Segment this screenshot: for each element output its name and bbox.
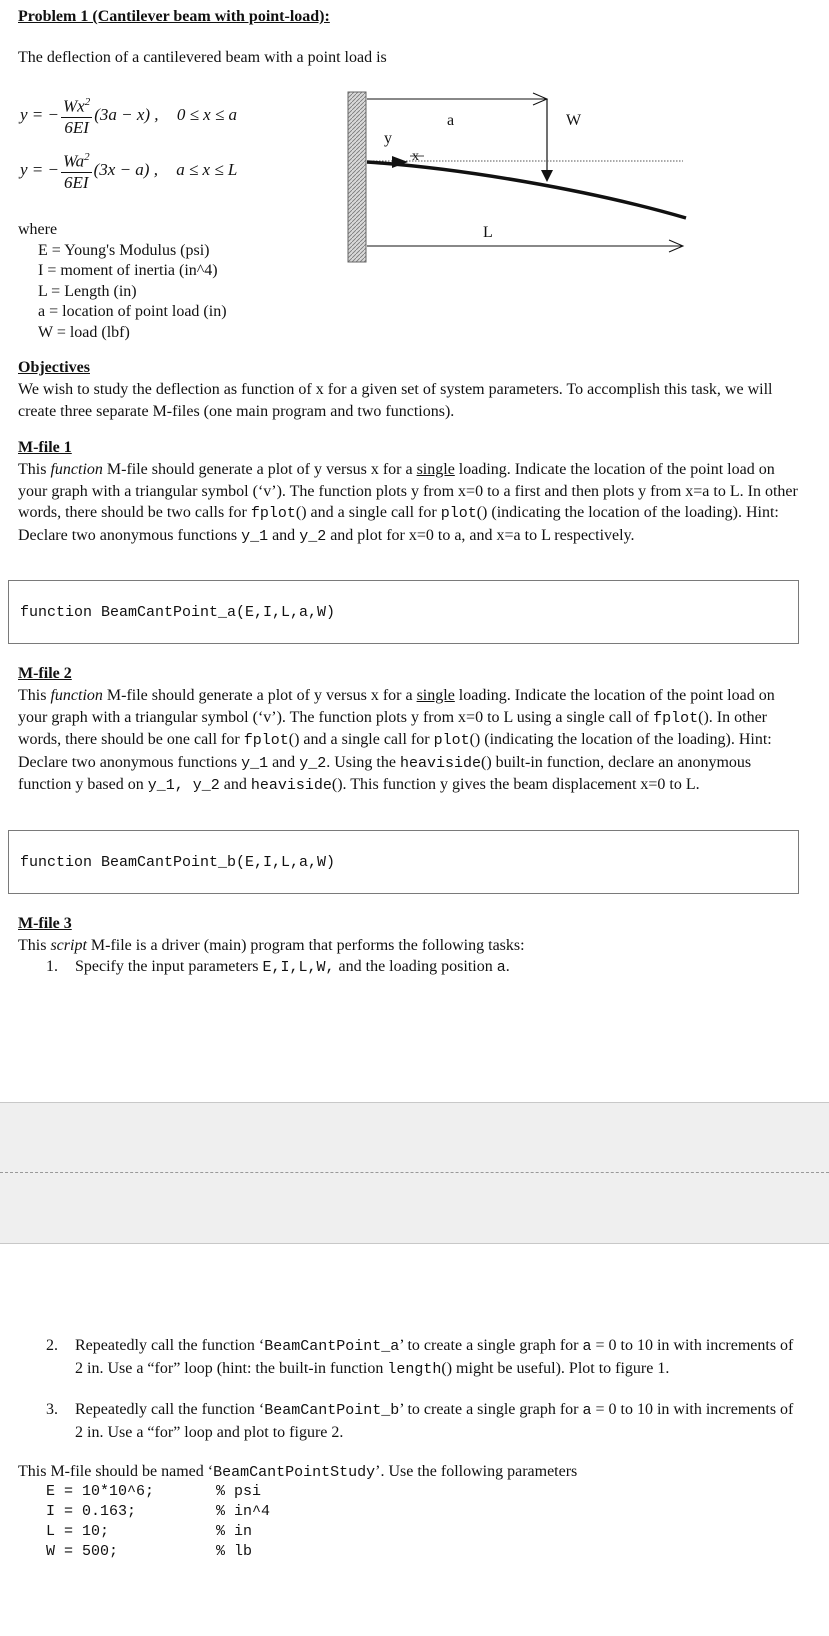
var-item: E = Young's Modulus (psi) bbox=[38, 241, 210, 259]
equation-2: y = − $\frac{Wa^2}{6EI}$ (3x − a) , a ≤ x ≤ L bbox=[20, 147, 237, 193]
mfile3-text: This script M-file is a driver (main) program that performs the following tasks: bbox=[18, 937, 525, 954]
param-row: E = 10*10^6; % psi bbox=[46, 1483, 262, 1500]
var-item: a = location of point load (in) bbox=[38, 303, 227, 320]
label-y: y bbox=[384, 130, 392, 147]
mfile2-code: function BeamCantPoint_b(E,I,L,a,W) bbox=[20, 854, 336, 871]
mfile3-item-2: 2. Repeatedly call the function ‘BeamCantPoint_a’ to create a single graph for a = 0 to 10 in with increments of 2 in. Use a “for” loop (hint: the built-in function length() might be useful). Plot to figure 1. bbox=[46, 1337, 794, 1378]
mfile2-heading: M-file 2 bbox=[18, 665, 72, 682]
mfile1-code: function BeamCantPoint_a(E,I,L,a,W) bbox=[20, 604, 336, 621]
label-a: a bbox=[447, 112, 455, 129]
cantilever-beam-diagram bbox=[340, 86, 720, 266]
variable-list bbox=[18, 220, 227, 343]
deflected-beam bbox=[367, 162, 686, 218]
mfile1-heading: M-file 1 bbox=[18, 439, 72, 456]
wall-support bbox=[348, 92, 366, 262]
objectives-heading: Objectives bbox=[18, 359, 90, 376]
page-break-band-top bbox=[0, 1102, 829, 1173]
label-W: W bbox=[566, 112, 582, 129]
equation-1: y = − $\frac{Wx^2}{6EI}$ (3a − x) , 0 ≤ x ≤ a bbox=[20, 92, 237, 138]
param-row: W = 500; % lb bbox=[46, 1543, 253, 1560]
load-arrow-icon bbox=[541, 170, 553, 182]
mfile1-text: This function M-file should generate a plot of y versus x for a single loading. Indicate the location of the point load on your graph with a triangular symbol (‘v’). The function plots y from x=0 to a first and then plots y from x=a to L. In other words, there should be two calls for fplot() and a single call for plot() (indicating the location of the loading). Hint: Declare two anonymous functions y_1 and y_2 and plot for x=0 to a, and x=a to L respectively. bbox=[18, 461, 798, 545]
label-L: L bbox=[483, 224, 493, 241]
problem-title: Problem 1 (Cantilever beam with point-load): bbox=[18, 8, 330, 25]
var-item: L = Length (in) bbox=[38, 282, 137, 300]
mfile1-code-box bbox=[8, 580, 799, 644]
mfile3-naming-text: This M-file should be named ‘BeamCantPointStudy’. Use the following parameters bbox=[18, 1463, 578, 1481]
param-row: I = 0.163; % in^4 bbox=[46, 1503, 271, 1520]
mfile2-text: This function M-file should generate a plot of y versus x for a single loading. Indicate the location of the point load on your graph with a triangular symbol (‘v’). The function plots y from x=0 to L using a single call of fplot(). In other words, there should be one call for fplot() and a single call for plot() (indicating the location of the loading). Hint: Declare two anonymous functions y_1 and y_2. Using the heaviside() built-in function, declare an anonymous function y based on y_1, y_2 and heaviside(). This function y gives the beam displacement x=0 to L. bbox=[18, 687, 775, 794]
var-item: W = load (lbf) bbox=[38, 323, 130, 341]
page-break-band-bottom bbox=[0, 1173, 829, 1244]
where-label: where bbox=[18, 221, 58, 238]
var-item: I = moment of inertia (in^4) bbox=[38, 262, 218, 279]
mfile3-heading: M-file 3 bbox=[18, 915, 72, 932]
mfile2-code-box bbox=[8, 830, 799, 894]
objectives-text: We wish to study the deflection as function of x for a given set of system parameters. To accomplish this task, we will create three separate M-files (one main program and two functions). bbox=[18, 381, 773, 420]
label-x: x bbox=[412, 149, 419, 164]
param-row: L = 10; % in bbox=[46, 1523, 253, 1540]
intro-text: The deflection of a cantilevered beam with a point load is bbox=[18, 49, 387, 66]
